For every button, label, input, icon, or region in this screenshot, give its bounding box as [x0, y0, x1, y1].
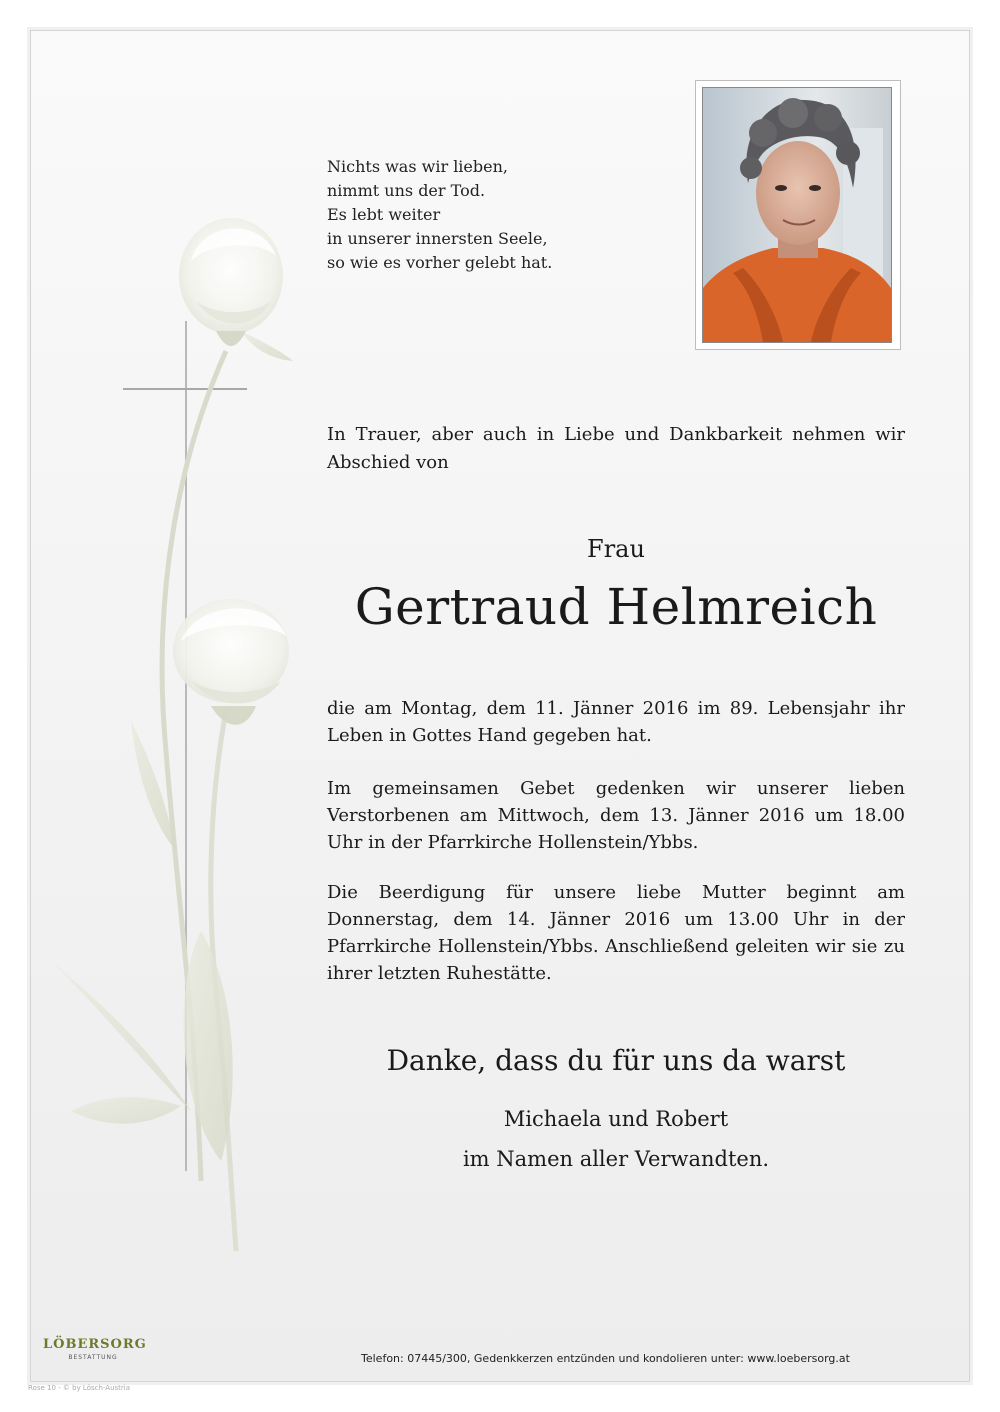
signers-names: Michaela und Robert	[503, 1107, 729, 1131]
portrait-image	[703, 88, 891, 342]
funeral-paragraph: Die Beerdigung für unsere liebe Mutter beginnt am Donnerstag, dem 14. Jänner 2016 um 13.00 Uhr in der Pfarrkirche Hollenstein/Ybbs. Anschließend geleiten wir sie zu ihrer letzten Ruhestätte.	[327, 882, 905, 984]
quote-line: in unserer innersten Seele,	[327, 229, 548, 248]
quote-line: so wie es vorher gelebt hat.	[327, 253, 553, 272]
image-credit: Rose 10 - © by Lösch-Austria	[28, 1384, 131, 1392]
prayer-service-paragraph: Im gemeinsamen Gebet gedenken wir unserer lieben Verstorbenen am Mittwoch, dem 13. Jänner 2016 um 18.00 Uhr in der Pfarrkirche Hollenstein/Ybbs.	[327, 778, 905, 853]
portrait-photo	[702, 87, 892, 343]
rose-top	[179, 218, 283, 346]
death-notice-paragraph: die am Montag, dem 11. Jänner 2016 im 89. Lebensjahr ihr Leben in Gottes Hand gegeben hat.	[327, 698, 905, 746]
rose-and-cross-illustration	[31, 31, 331, 1381]
rose-bottom	[173, 599, 289, 725]
salutation: Frau	[587, 535, 645, 563]
memorial-quote	[327, 155, 657, 275]
intro-text: In Trauer, aber auch in Liebe und Dankbarkeit nehmen wir Abschied von	[327, 424, 905, 473]
quote-line: nimmt uns der Tod.	[327, 181, 486, 200]
logo-name: LÖBERSORG	[43, 1337, 147, 1352]
funeral-home-logo	[43, 1337, 147, 1363]
obituary-card	[30, 30, 970, 1382]
footer-contact: Telefon: 07445/300, Gedenkkerzen entzünden und kondolieren unter: www.loebersorg.at	[361, 1352, 850, 1365]
logo-subtitle: BESTATTUNG	[68, 1354, 118, 1361]
signers	[327, 1099, 905, 1179]
signers-relatives: im Namen aller Verwandten.	[462, 1147, 770, 1171]
thanks-line: Danke, dass du für uns da warst	[386, 1044, 846, 1077]
quote-line: Nichts was wir lieben,	[327, 157, 508, 176]
deceased-name: Gertraud Helmreich	[354, 578, 878, 636]
quote-line: Es lebt weiter	[327, 205, 441, 224]
portrait-frame	[695, 80, 901, 350]
